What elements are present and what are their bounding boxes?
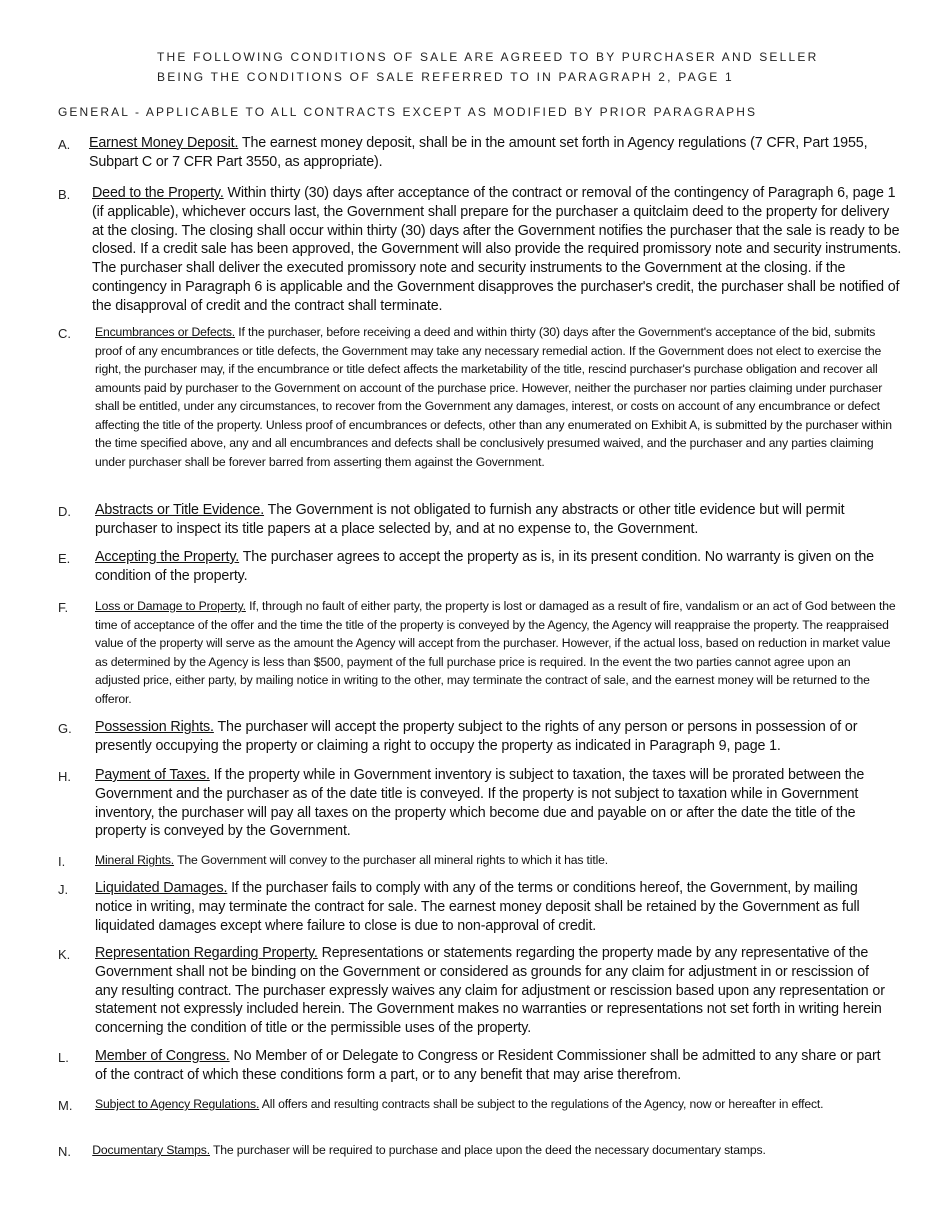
item-body <box>95 1047 890 1085</box>
item-title: Possession Rights. <box>95 719 214 735</box>
item-body <box>95 501 870 539</box>
item-text: If the purchaser fails to comply with any of the terms or conditions hereof, the Government, by mailing notice in writing, may terminate the contract for sale. The earnest money deposit shall be retained by the Government as full liquidated damages except where failure to close is due to non-approval of credit. <box>95 880 860 934</box>
item-letter: E. <box>58 551 71 566</box>
item-body <box>95 879 885 935</box>
item-text: If the property while in Government inventory is subject to taxation, the taxes will be prorated between the Government and the purchaser as of the date title is conveyed. If the property is not subject to taxation while in Government inventory, the purchaser will pay all taxes on the property which become due and payable on or after the date the title of the property is conveyed by the Government. <box>95 767 865 840</box>
item-body <box>92 184 904 316</box>
item-title: Subject to Agency Regulations. <box>95 1097 260 1111</box>
item-letter: K. <box>58 947 71 962</box>
item-text: The earnest money deposit, shall be in the amount set forth in Agency regulations (7 CFR, Part 1955, Subpart C or 7 CFR Part 3550, as appropriate). <box>89 135 868 170</box>
item-title: Accepting the Property. <box>95 549 240 565</box>
item-title: Member of Congress. <box>95 1048 230 1064</box>
item-text: The purchaser will be required to purchase and place upon the deed the necessary documentary stamps. <box>213 1143 766 1157</box>
item-letter: G. <box>58 721 72 736</box>
item-title: Payment of Taxes. <box>95 767 210 783</box>
item-body <box>95 766 885 841</box>
header-line-1: THE FOLLOWING CONDITIONS OF SALE ARE AGREED TO BY PURCHASER AND SELLER <box>157 50 819 64</box>
item-letter: B. <box>58 187 71 202</box>
item-body <box>89 1141 909 1160</box>
item-letter: L. <box>58 1050 69 1065</box>
item-letter: N. <box>58 1144 71 1159</box>
item-title: Earnest Money Deposit. <box>89 135 239 151</box>
item-title: Loss or Damage to Property. <box>95 599 246 613</box>
item-title: Liquidated Damages. <box>95 880 228 896</box>
header-line-2: BEING THE CONDITIONS OF SALE REFERRED TO IN PARAGRAPH 2, PAGE 1 <box>157 70 734 84</box>
item-letter: M. <box>58 1098 73 1113</box>
item-title: Deed to the Property. <box>92 185 224 201</box>
item-body <box>95 1095 840 1114</box>
item-body <box>95 548 895 586</box>
item-text: The Government will convey to the purchaser all mineral rights to which it has title. <box>177 853 608 867</box>
item-title: Documentary Stamps. <box>92 1143 210 1157</box>
item-letter: C. <box>58 326 71 341</box>
item-text: The Government is not obligated to furnish any abstracts or other title evidence but will permit purchaser to inspect its title papers at a place selected by, and at no expense to, the Government. <box>95 502 845 537</box>
item-text: Within thirty (30) days after acceptance of the contract or removal of the contingency of Paragraph 6, page 1 (if applicable), whichever occurs last, the Government shall prepare for the purchaser a quitclaim deed to the property for delivery at the closing. The closing shall occur within thirty (30) days after the Government notifies the purchaser that the sale is ready to be closed. If a credit sale has been approved, the Government will also provide the required promissory note and security instruments. The purchaser shall deliver the executed promissory note and security instruments to the Government at the closing. if the contingency in Paragraph 6 is applicable and the Government disapproves the purchaser's credit, the purchaser shall be notified of the disapproval of credit and the contract shall terminate. <box>92 185 902 314</box>
item-letter: F. <box>58 600 69 615</box>
item-text: All offers and resulting contracts shall be subject to the regulations of the Agency, now or hereafter in effect. <box>261 1097 824 1111</box>
item-letter: D. <box>58 504 71 519</box>
item-text: The purchaser will accept the property subject to the rights of any person or persons in possession of or presently occupying the property or claiming a right to occupy the property as indicated in Paragraph 9, page 1. <box>95 719 858 754</box>
item-body <box>95 597 897 708</box>
general-heading: GENERAL - APPLICABLE TO ALL CONTRACTS EXCEPT AS MODIFIED BY PRIOR PARAGRAPHS <box>58 105 758 119</box>
item-body <box>89 134 899 172</box>
item-body <box>95 718 885 756</box>
item-title: Encumbrances or Defects. <box>95 325 236 339</box>
item-title: Mineral Rights. <box>95 853 175 867</box>
item-body <box>95 944 893 1038</box>
item-text: No Member of or Delegate to Congress or Resident Commissioner shall be admitted to any share or part of the contract of which these conditions form a part, or to any benefit that may arise therefrom. <box>95 1048 881 1083</box>
item-text: Representations or statements regarding the property made by any representative of the Government shall not be binding on the Government or considered as grounds for any claim for adjustment in or rescission of any resulting contract. The purchaser expressly waives any claim for adjustment or rescission based upon any representation or statement not expressly included herein. The Government makes no warranties or representations not set forth in writing herein concerning the condition of title or the permissible uses of the property. <box>95 945 885 1037</box>
item-title: Representation Regarding Property. <box>95 945 318 961</box>
item-title: Abstracts or Title Evidence. <box>95 502 265 518</box>
item-text: The purchaser agrees to accept the property as is, in its present condition. No warranty is given on the condition of the property. <box>95 549 874 584</box>
item-body <box>95 323 895 471</box>
item-letter: A. <box>58 137 71 152</box>
item-text: If, through no fault of either party, the property is lost or damaged as a result of fire, vandalism or an act of God between the time of acceptance of the offer and the time the title of the property is conveyed by the Agency, the Agency will reappraise the property. The reappraised value of the property will serve as the amount the Agency will accept from the purchaser. However, if the actual loss, based on reduction in market value as determined by the Agency is less than $500, payment of the full purchase price is required. In the event the two parties cannot agree upon an adjusted price, either party, by mailing notice in writing to the other, may terminate the contract of sale, and the earnest money will be returned to the offeror. <box>95 599 896 706</box>
item-body <box>95 851 895 870</box>
item-letter: H. <box>58 769 71 784</box>
conditions-header <box>157 47 818 87</box>
item-letter: I. <box>58 854 66 869</box>
item-letter: J. <box>58 882 69 897</box>
item-text: If the purchaser, before receiving a deed and within thirty (30) days after the Government's acceptance of the bid, submits proof of any encumbrances or title defects, the Government may take any necessary remedial action. If the Government does not elect to exercise the right, the purchaser may, if the encumbrance or title defect affects the marketability of the title, rescind purchaser's purchase obligation and recover all amounts paid by purchaser to the Government on account of the purchase price. However, neither the purchaser nor parties claiming under purchaser shall be entitled, under any circumstances, to recover from the Government any damages, interest, or costs on account of any encumbrance or defect affecting the title of the property. Unless proof of encumbrances or defects, other than any enumerated on Exhibit A, is submitted by the purchaser within the time specified above, any and all encumbrances and defects shall be conclusively presumed waived, and the purchaser and any parties claiming under purchaser shall be forever barred from asserting them against the Government. <box>95 325 892 469</box>
